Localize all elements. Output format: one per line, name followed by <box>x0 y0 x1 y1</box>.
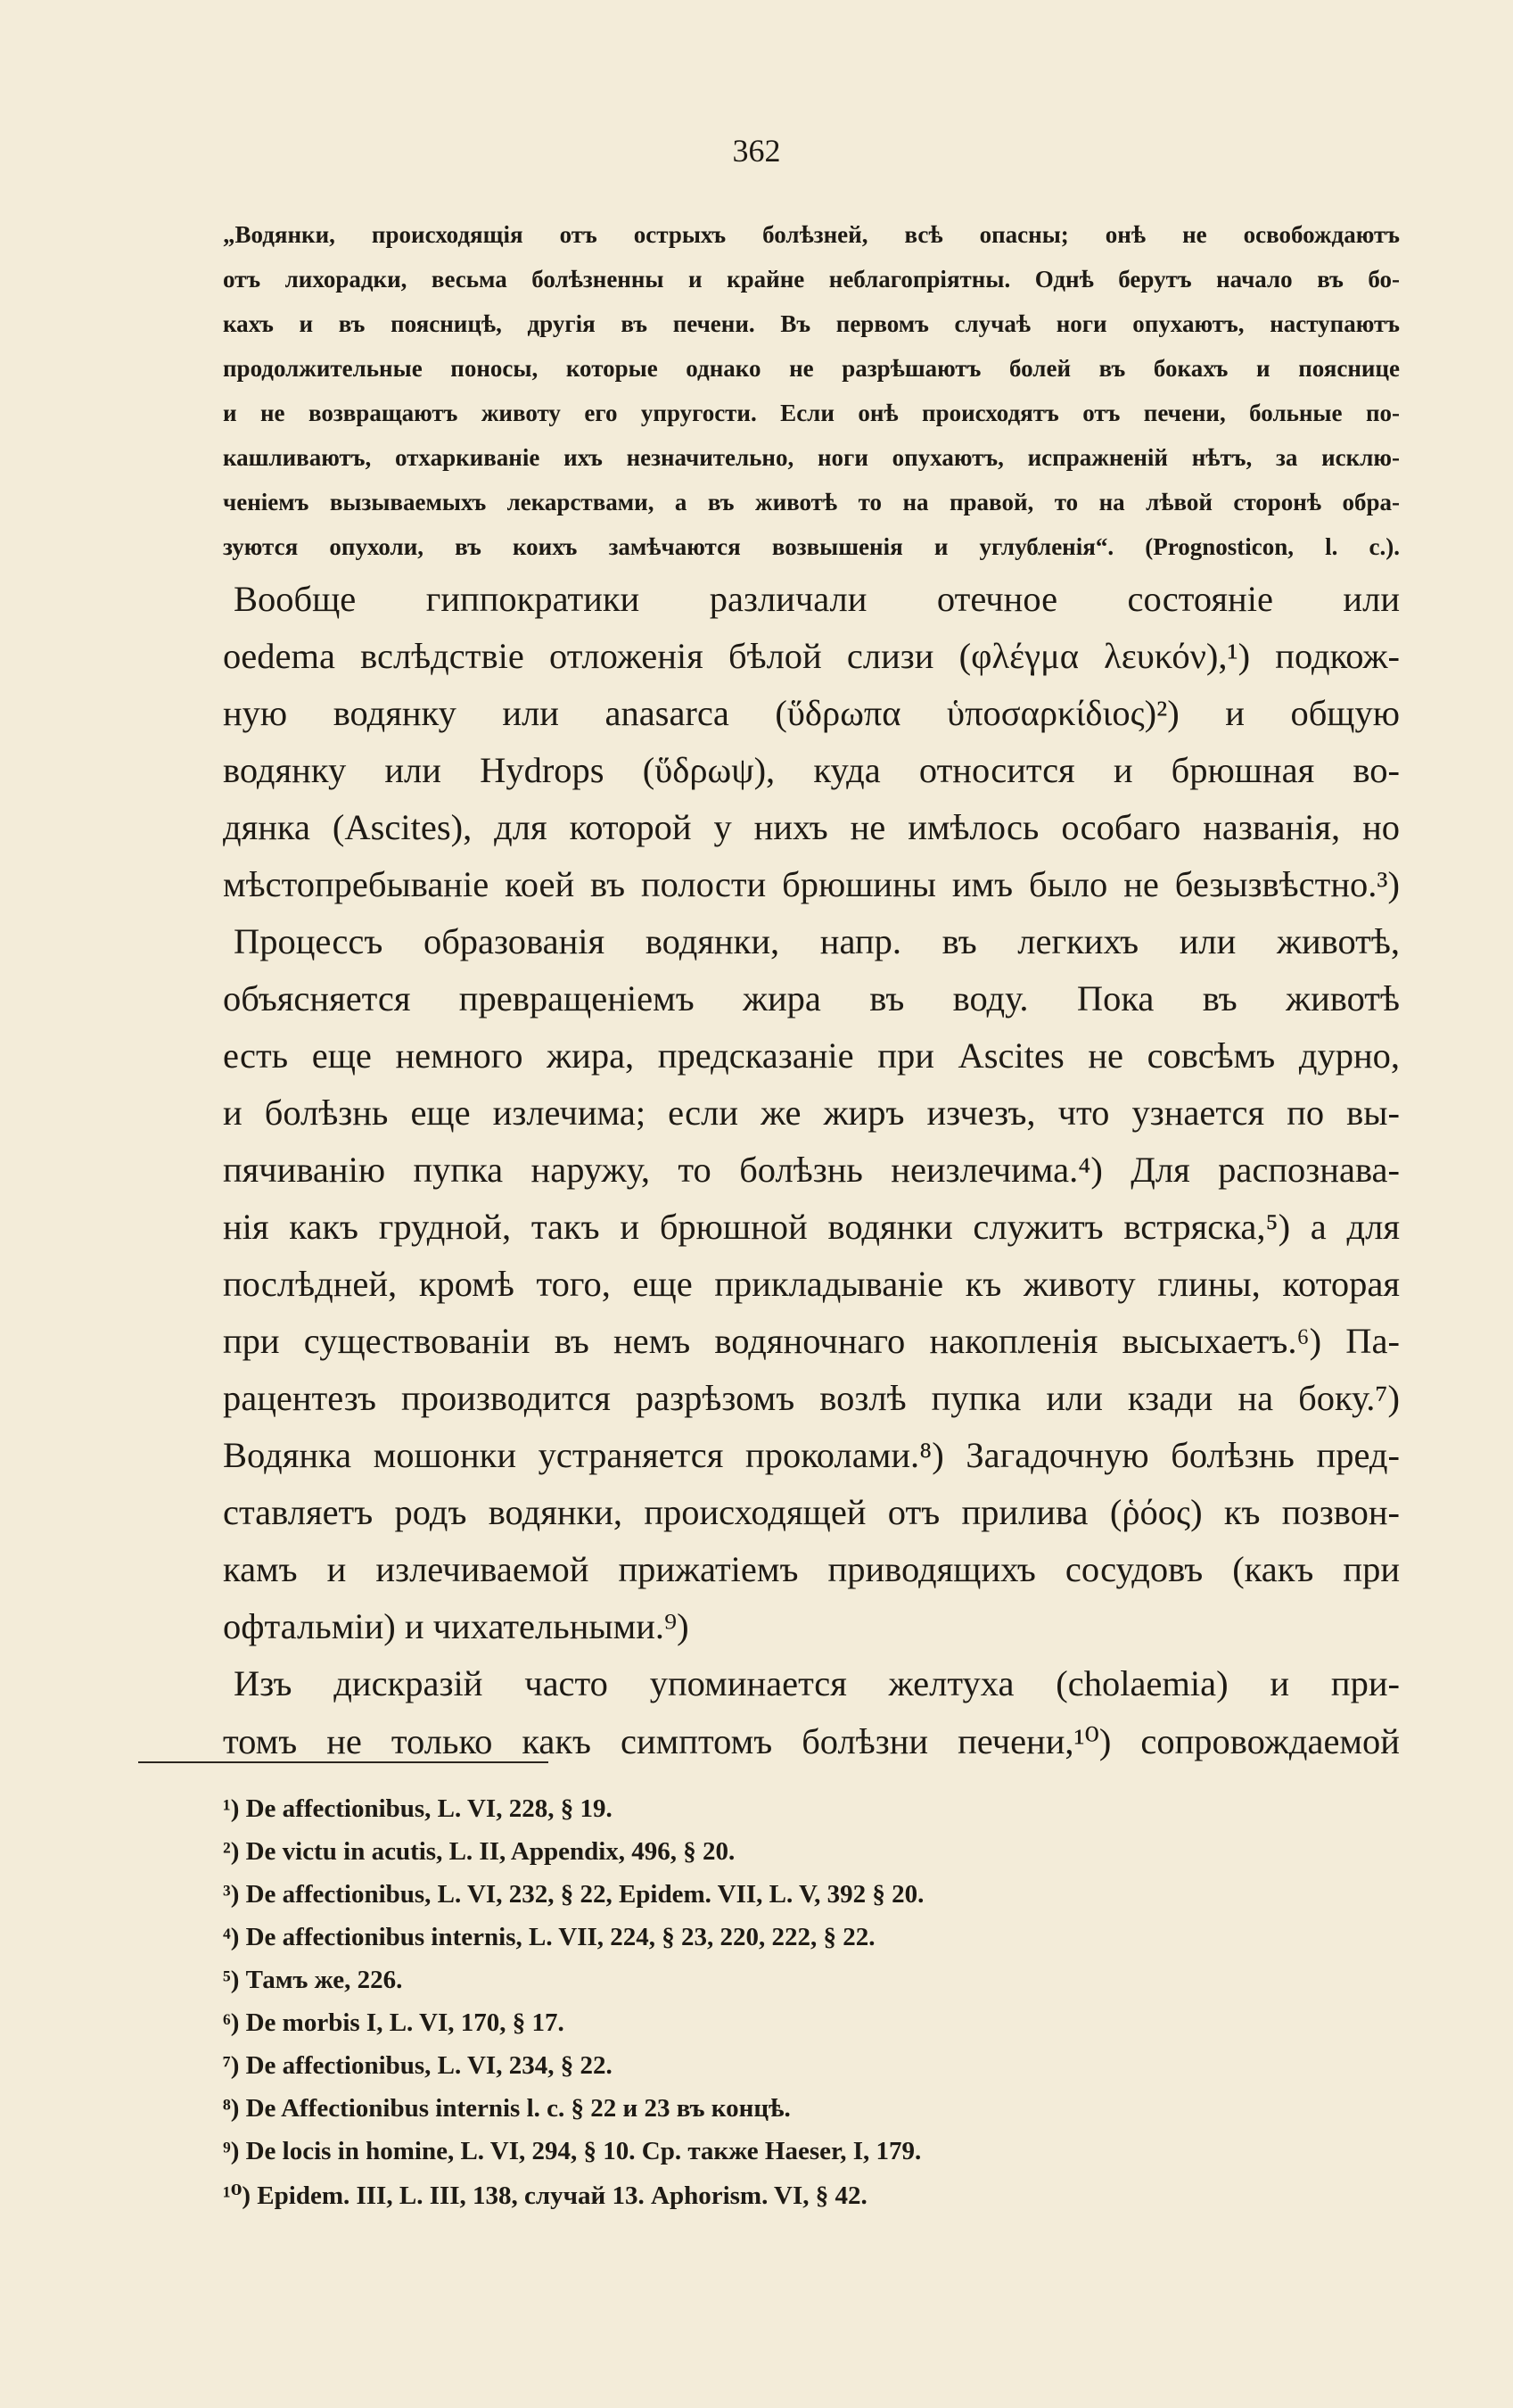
quote-line: зуются опухоли, въ коихъ замѣчаются возвышенія и углубленія“. (Prognosticon, l. c.). <box>223 533 1400 560</box>
quote-line: отъ лихорадки, весьма болѣзненны и крайне неблагопріятны. Однѣ берутъ начало въ бо- <box>223 266 1400 293</box>
body-line: есть еще немного жира, предсказаніе при Ascites не совсѣмъ дурно, <box>223 1035 1400 1076</box>
footnote-6: ⁶) De morbis I, L. VI, 170, § 17. <box>223 2008 564 2037</box>
body-line: камъ и излечиваемой прижатіемъ приводящихъ сосудовъ (какъ при <box>223 1549 1400 1589</box>
quote-line: ченіемъ вызываемыхъ лекарствами, а въ животѣ то на правой, то на лѣвой сторонѣ обра- <box>223 489 1400 515</box>
body-line: рацентезъ производится разрѣзомъ возлѣ пупка или кзади на боку.⁷) <box>223 1378 1400 1418</box>
body-line: дянка (Ascites), для которой у нихъ не имѣлось особаго названія, но <box>223 807 1400 847</box>
quote-line: продолжительные поносы, которые однако не разрѣшаютъ болей въ бокахъ и пояснице <box>223 355 1400 382</box>
footnote-divider <box>138 1761 548 1763</box>
body-line: при существованіи въ немъ водяночнаго накопленія высыхаетъ.⁶) Па- <box>223 1321 1400 1361</box>
footnote-8: ⁸) De Affectionibus internis l. c. § 22 и 23 въ концѣ. <box>223 2094 791 2123</box>
footnote-4: ⁴) De affectionibus internis, L. VII, 224, § 23, 220, 222, § 22. <box>223 1923 876 1951</box>
body-line: Вообще гиппократики различали отечное состояніе или <box>234 579 1400 619</box>
quote-line: кашливаютъ, отхаркиваніе ихъ незначительно, ноги опухаютъ, испражненій нѣтъ, за исклю- <box>223 444 1400 471</box>
body-line: послѣдней, кромѣ того, еще прикладываніе къ животу глины, которая <box>223 1264 1400 1304</box>
body-line: ставляетъ родъ водянки, происходящей отъ прилива (ῥόος) къ позвон- <box>223 1492 1400 1532</box>
body-line: офтальміи) и чихательными.⁹) <box>223 1606 689 1646</box>
body-line: Водянка мошонки устраняется проколами.⁸) Загадочную болѣзнь пред- <box>223 1435 1400 1475</box>
quote-line: и не возвращаютъ животу его упругости. Если онѣ происходятъ отъ печени, больные по- <box>223 400 1400 426</box>
body-line: мѣстопребываніе коей въ полости брюшины имъ было не безызвѣстно.³) <box>223 864 1400 904</box>
footnote-7: ⁷) De affectionibus, L. VI, 234, § 22. <box>223 2051 613 2080</box>
body-line: Изъ дискразій часто упоминается желтуха (cholaemia) и при- <box>234 1663 1400 1703</box>
quote-line: „Водянки, происходящія отъ острыхъ болѣзней, всѣ опасны; онѣ не освобождаютъ <box>223 221 1400 248</box>
body-line: водянку или Hydrops (ὕδρωψ), куда относится и брюшная во- <box>223 750 1400 790</box>
body-line: пячиванію пупка наружу, то болѣзнь неизлечима.⁴) Для распознава- <box>223 1150 1400 1190</box>
body-line: томъ не только какъ симптомъ болѣзни печени,¹⁰) сопровождаемой <box>223 1721 1400 1761</box>
footnote-3: ³) De affectionibus, L. VI, 232, § 22, Epidem. VII, L. V, 392 § 20. <box>223 1880 925 1909</box>
body-line: и болѣзнь еще излечима; если же жиръ изчезъ, что узнается по вы- <box>223 1093 1400 1133</box>
body-line: нія какъ грудной, такъ и брюшной водянки служитъ встряска,⁵) а для <box>223 1207 1400 1247</box>
footnote-9: ⁹) De locis in homine, L. VI, 294, § 10. Ср. также Haeser, I, 179. <box>223 2137 922 2165</box>
quote-line: кахъ и въ поясницѣ, другія въ печени. Въ первомъ случаѣ ноги опухаютъ, наступаютъ <box>223 310 1400 337</box>
footnote-2: ²) De victu in acutis, L. II, Appendix, 496, § 20. <box>223 1837 736 1866</box>
footnote-10: ¹⁰) Epidem. III, L. III, 138, случай 13. Aphorism. VI, § 42. <box>223 2181 868 2210</box>
body-line: ную водянку или anasarca (ὕδρωπα ὑποσαρκίδιος)²) и общую <box>223 693 1400 733</box>
body-line: oedema вслѣдствіе отложенія бѣлой слизи (φλέγμα λευκόν),¹) подкож- <box>223 636 1400 676</box>
footnote-1: ¹) De affectionibus, L. VI, 228, § 19. <box>223 1794 613 1823</box>
page-number: 362 <box>732 133 781 169</box>
body-line: объясняется превращеніемъ жира въ воду. Пока въ животѣ <box>223 978 1400 1018</box>
footnote-5: ⁵) Тамъ же, 226. <box>223 1966 403 1994</box>
body-line: Процессъ образованія водянки, напр. въ легкихъ или животѣ, <box>234 921 1400 961</box>
